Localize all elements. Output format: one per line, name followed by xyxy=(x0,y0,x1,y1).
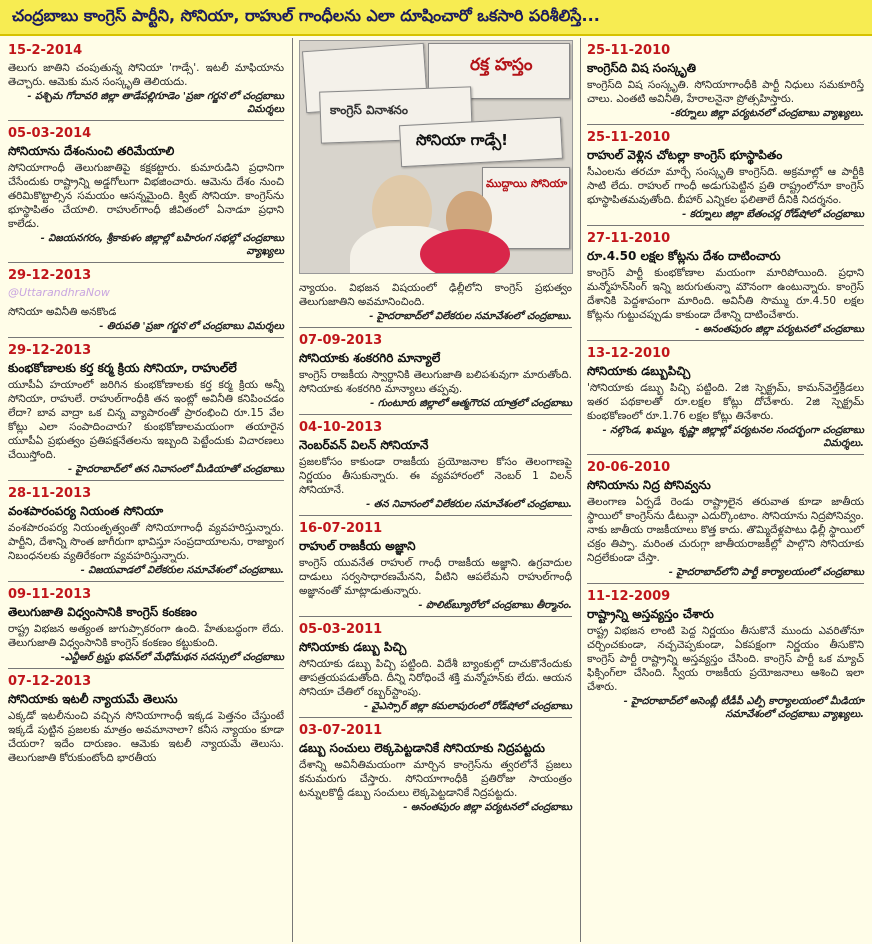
item-date: 29-12-2013 xyxy=(8,343,92,358)
item-date: 25-11-2010 xyxy=(587,130,671,145)
item-source: - హైదరాబాద్‌లోని పార్టీ కార్యాలయంలో చంద్రబాబు xyxy=(668,567,864,578)
news-item xyxy=(299,516,572,617)
item-headline: తెలుగుజాతి విధ్వంసానికి కాంగ్రెస్ కంకణం xyxy=(8,605,197,619)
item-source: - గుంటూరు జిల్లాలో ఆత్మగౌరవ యాత్రలో చంద్రబాబు xyxy=(370,398,572,409)
column-middle xyxy=(292,38,578,942)
item-headline: సోనియాను దేశంనుంచి తరిమేయాలి xyxy=(8,144,175,158)
item-headline: రాహుల్ వెళ్లిన చోటల్లా కాంగ్రెస్ భూస్థాపితం xyxy=(587,148,783,162)
item-date: 05-03-2011 xyxy=(299,622,383,637)
column-left xyxy=(2,38,290,942)
item-date: 07-09-2013 xyxy=(299,333,383,348)
news-item xyxy=(299,617,572,718)
item-date: 04-10-2013 xyxy=(299,420,383,435)
news-item xyxy=(587,125,864,226)
item-headline: సోనియాను నిద్ర పోనివ్వను xyxy=(587,478,711,492)
item-headline: సోనియాకు డబ్బుపిచ్చి xyxy=(587,364,691,378)
item-headline: డబ్బు సంచులు లెక్కపెట్టడానికే సోనియాకు నిద్రపట్టదు xyxy=(299,741,545,755)
news-item xyxy=(299,278,572,328)
item-headline: సోనియాకు ఇటలీ న్యాయమే తెలుసు xyxy=(8,692,178,706)
item-date: 09-11-2013 xyxy=(8,587,92,602)
item-body: సోనియా అవినీతి అనకొండ xyxy=(8,306,117,318)
item-body: ప్రజలకోసం కాకుండా రాజకీయ ప్రయోజనాల కోసం తెలంగాణపై నిర్ణయం తీసుకున్నారు. ఈ వ్యవహారంలో నెంబర్ 1 విలన్ సోనియానే. xyxy=(299,456,572,496)
news-item xyxy=(8,582,284,669)
item-body: సోనియాకు డబ్బు పిచ్చి పట్టింది. విదేశీ బ్యాంకుల్లో దాచుకొనేందుకు తాపత్రయపడుతోంది. దీన్ని నిరోధించే శక్తి మన్మోహన్‌కు లేదు. ఆయన సోనియా చేతిలో రబ్బర్‌స్టాంపు. xyxy=(299,658,572,698)
item-source: - హైదరాబాద్‌లో తన నివాసంలో మీడియాతో చంద్రబాబు xyxy=(68,464,284,475)
item-source: - పొలిట్‌బ్యూరోలో చంద్రబాబు తీర్మానం. xyxy=(418,600,572,611)
item-headline: రాహుల్ రాజకీయ అజ్ఞాని xyxy=(299,539,416,553)
item-body: కాంగ్రెస్ రాజకీయ స్వార్థానికి తెలుగుజాతి బలిపశువుగా మారుతోంది. సోనియాకు శంకరగిరి మాన్యాలు తప్పవు. xyxy=(299,369,572,395)
item-body: కాంగ్రెస్ యువనేత రాహుల్ గాంధీ రాజకీయ అజ్ఞాని. ఉగ్రవాదుల దాడులు సర్వసాధారణమేనని, వీటిని ఆపలేమని రాహుల్‌గాంధీ అజ్ఞానంతో మాట్లాడుతున్నారు. xyxy=(299,557,572,597)
item-body: న్యాయం. విభజన విషయంలో ఢిల్లీలోని కాంగ్రెస్ ప్రభుత్వం తెలుగుజాతిని అవమానించింది. xyxy=(299,282,572,308)
watermark-handle: @UttarandhraNow xyxy=(8,286,110,299)
item-body: ఎక్కడో ఇటలీనుంచి వచ్చిన సోనియాగాంధీ ఇక్కడ పెత్తనం చేస్తుంటే ఇక్కడే పుట్టిన ప్రజలకు మాత్రం అవమానాలా? కనీస న్యాయం కూడా చేయరా? ఇదేం దారుణం. ఆమెకు ఇటలీ న్యాయమే తెలుసు. తెలుగుజాతి కోరుకుంటోంది భారతీయ xyxy=(8,710,284,764)
item-headline: నెంబర్‌వన్ విలన్ సోనియానే xyxy=(299,438,429,452)
news-item xyxy=(587,455,864,584)
news-item xyxy=(299,718,572,818)
item-headline: సోనియాకు శంకరగిరి మాన్యాలే xyxy=(299,351,441,365)
item-date: 28-11-2013 xyxy=(8,486,92,501)
item-headline: కాంగ్రెస్‌ది విష సంస్కృతి xyxy=(587,61,696,75)
item-headline: రాష్ట్రాన్ని అస్తవ్యస్తం చేశారు xyxy=(587,607,714,621)
item-body: కాంగ్రెస్‌ది విష సంస్కృతి. సోనియాగాంధీకి పార్టీ నిధులు సమకూరిస్తే చాలు. ఎంతటి అవినీతి, హేరాలనైనా ప్రోత్సహిస్తారు. xyxy=(587,79,864,105)
item-source: - విజయనగరం, శ్రీకాకుళం జిల్లాల్లో బహిరంగ సభల్లో చంద్రబాబు వ్యాఖ్యలు xyxy=(40,233,284,257)
flower-garland xyxy=(420,229,510,274)
news-item xyxy=(587,341,864,455)
item-source: - అనంతపురం జిల్లా పర్యటనలో చంద్రబాబు xyxy=(695,324,864,335)
banner-title: చంద్రబాబు కాంగ్రెస్ పార్టీని, సోనియా, రాహుల్ గాంధీలను ఎలా దూషించారో ఒకసారి పరిశీలిస్తే... xyxy=(12,5,600,25)
item-date: 07-12-2013 xyxy=(8,674,92,689)
item-date: 29-12-2013 xyxy=(8,268,92,283)
item-body: సోనియాగాంధీ తెలుగుజాతిపై కక్షకట్టారు. కుమారుడిని ప్రధానిగా చేసేందుకు రాష్ట్రాన్ని అడ్డగోలుగా విభజించారు. ఆమెను దేశం నుంచి తరిమికొట్టాల్సిన సమయం ఆసన్నమైంది. క్విట్ సోనియా. కాంగ్రెస్‌ను భూస్థాపితం చేయాలి. రాహుల్‌గాంధీ జీవితంలో ఏనాడూ ప్రధాని కాలేడు. xyxy=(8,162,284,230)
item-body: సీఎంలను తరచూ మార్చే సంస్కృతి కాంగ్రెస్‌ది. అక్రమాల్లో ఆ పార్టీకి సాటి లేదు. రాహుల్ గాంధీ అడుగుపెట్టిన ప్రతి రాష్ట్రంలోనూ కాంగ్రెస్ భూస్థాపితమవుతోంది. బీహార్ ఎన్నికల ఫలితాలే దీనికి నిదర్శనం. xyxy=(587,166,864,206)
clip-headline: ముద్దాయి సోనియా xyxy=(486,177,568,190)
item-body: తెలంగాణ ఏర్పడే రెండు రాష్ట్రాలైన తరువాత కూడా జాతీయ స్థాయిలో కాంగ్రెస్‌ను డీటున్గా ఎదుర్కొంటాం. సోనియాను నిద్రపోనివ్వం. నాకు జాతీయ రాజకీయాలు కొత్త కాదు. తొమ్మిదేళ్లపాటు ఢిల్లీ స్థాయిలో చక్రం తిప్పా. మరింత చురుగ్గా జాతీయరాజకీల్లో పాల్గొని సోనియాకు నిద్రలేకుండా చేస్తా. xyxy=(587,496,864,564)
item-date: 20-06-2010 xyxy=(587,460,671,475)
item-source: - హైదరాబాద్‌లో విలేకరుల సమావేశంలో చంద్రబాబు. xyxy=(369,311,572,322)
item-source: - విజయవాడలో విలేకరుల సమావేశంలో చంద్రబాబు. xyxy=(80,565,284,576)
newspaper-collage-photo xyxy=(299,40,573,274)
item-body: తెలుగు జాతిని చంపుతున్న సోనియా 'గాడ్సే'. ఇటలీ మాఫియాను తెచ్చారు. ఆమెకు మన సంస్కృతి తెలియదు. xyxy=(8,62,284,88)
news-item xyxy=(8,38,284,121)
item-date: 03-07-2011 xyxy=(299,723,383,738)
item-date: 27-11-2010 xyxy=(587,231,671,246)
news-item xyxy=(8,669,284,769)
item-headline: వంశపారంపర్య నియంత సోనియా xyxy=(8,504,164,518)
item-body: దేశాన్ని అవినీతిమయంగా మార్చిన కాంగ్రెస్‌ను త్వరలోనే ప్రజలు కనుమరుగు చేస్తారు. సోనియాగాంధీకి ప్రతిరోజు సాయంత్రం టన్నులకొద్దీ డబ్బు సంచులు లెక్కపెట్టడానికే నిద్రపట్టదు. xyxy=(299,759,572,799)
item-source: -కర్నూలు జిల్లా పర్యటనలో చంద్రబాబు వ్యాఖ్యలు. xyxy=(670,108,864,119)
news-item xyxy=(587,584,864,725)
item-date: 05-03-2014 xyxy=(8,126,92,141)
item-headline: సోనియాకు డబ్బు పిచ్చి xyxy=(299,640,407,654)
news-item xyxy=(587,226,864,341)
item-date: 11-12-2009 xyxy=(587,589,671,604)
news-item xyxy=(8,338,284,481)
news-item xyxy=(8,263,284,338)
item-source: - కర్నూలు జిల్లా బేతంచర్ల రోడ్‌షోలో చంద్రబాబు xyxy=(682,209,864,220)
item-source: - హైదరాబాద్‌లో అసెంబ్లీ టీడీపీ ఎల్పీ కార్యాలయంలో మీడియా సమావేశంలో చంద్రబాబు వ్యాఖ్యలు. xyxy=(623,696,864,720)
item-source: - నల్గొండ, ఖమ్మం, కృష్ణా జిల్లాల్లో పర్యటనల సందర్భంగా చంద్రబాబు విమర్శలు. xyxy=(602,425,864,449)
news-item xyxy=(587,38,864,125)
item-source: -ఎన్టీఆర్ ట్రస్టు భవన్‌లో మేధోమథన సదస్సులో చంద్రబాబు xyxy=(60,652,284,663)
item-body: యూపీఏ హయాంలో జరిగిన కుంభకోణాలకు కర్త కర్మ క్రియ అన్నీ సోనియా, రాహులే. రాహుల్‌గాంధీకి తన ఇంట్లో అవినీతి కనిపించడం లేదా? బావ వాద్రా ఒక చిన్న వ్యాపారంతో ప్రారంభించి రూ.15 వేల కోట్లు ఎలా సంపాదించారు? కుంభకోణాలమయంగా తయారైన యూపీఏ ప్రభుత్వం ప్రతిపక్షనేతలను ఇబ్బంది పెట్టేందుకు విచారణలు చేయిస్తోంది. xyxy=(8,379,284,461)
item-source: - వైఎస్సార్ జిల్లా కమలాపురంలో రోడ్‌షోలో చంద్రబాబు xyxy=(364,701,572,712)
item-source: - తన నివాసంలో విలేకరుల సమావేశంలో చంద్రబాబు. xyxy=(366,499,572,510)
item-body: 'సోనియాకు డబ్బు పిచ్చి పట్టింది. 2జి స్పెక్ట్రమ్, కామన్‌వెల్త్‌క్రీడలు ఇతర పథకాలతో రూ.లక్షల కోట్లు దోచేశారు. 2జి స్పెక్ట్రమ్ కుంభకోణంలో రూ.1.76 లక్షల కోట్లు తినేశారు. xyxy=(587,382,864,422)
item-headline: రూ.4.50 లక్షల కోట్లను దేశం దాటించారు xyxy=(587,249,781,263)
news-item xyxy=(8,481,284,582)
item-source: - అనంతపురం జిల్లా పర్యటనలో చంద్రబాబు xyxy=(403,802,572,813)
item-date: 16-07-2011 xyxy=(299,521,383,536)
news-item xyxy=(299,415,572,516)
item-date: 13-12-2010 xyxy=(587,346,671,361)
item-date: 25-11-2010 xyxy=(587,43,671,58)
item-headline: కుంభకోణాలకు కర్త కర్మ క్రియ సోనియా, రాహుల్‌లే xyxy=(8,361,237,375)
item-date: 15-2-2014 xyxy=(8,43,83,58)
column-right xyxy=(580,38,870,942)
item-source: - పశ్చిమ గోదావరి జిల్లా తాడేపల్లిగూడెం 'ప్రజా గర్జన'లో చంద్రబాబు విమర్శలు xyxy=(27,91,284,115)
item-body: కాంగ్రెస్ పార్టీ కుంభకోణాల మయంగా మారిపోయింది. ప్రధాని మన్మోహన్‌సింగ్ ఇన్ని జరుగుతున్నా మౌనంగా ఉంటున్నారు. కాంగ్రెస్ దేశానికి పెద్దశాపంగా మారింది. అవినీతి సొమ్ము రూ.4.50 లక్షల కోట్లను గుట్టుచప్పుడు కాకుండా దేశాన్ని దాటించేశారు. xyxy=(587,267,864,321)
clip-headline: సోనియా గాడ్సే! xyxy=(416,131,508,149)
news-item xyxy=(299,328,572,415)
news-item xyxy=(8,121,284,263)
clip-headline: రక్త హస్తం xyxy=(470,55,533,75)
item-body: వంశపారంపర్య నియంతృత్వంతో సోనియాగాంధీ వ్యవహరిస్తున్నారు. పార్టీని, దేశాన్ని సొంత జాగీరుగా భావిస్తూ సంప్రదాయాలను, రాజ్యాంగ నిబంధనలకు వ్యతిరేకంగా వ్యవహరిస్తున్నారు. xyxy=(8,522,284,562)
item-source: - తిరుపతి 'ప్రజా గర్జన'లో చంద్రబాబు విమర్శలు xyxy=(99,321,284,332)
item-body: రాష్ట్ర విభజన లాంటి పెద్ద నిర్ణయం తీసుకొనే ముందు ఎవరితోనూ చర్చించకుండా, నచ్చచెప్పకుండా, ఏకపక్షంగా నిర్ణయం తీసుకొని కాంగ్రెస్ పార్టీ రాష్ట్రాన్ని అస్తవ్యస్తం చేసింది. కాంగ్రెస్ పార్టీ ఒక మ్యాచ్ ఫిక్సింగ్‌లా చేసింది. స్వీయ రాజకీయ ప్రయోజనాలు ఆశించి ఇలా చేశారు. xyxy=(587,625,864,693)
item-body: రాష్ట్ర విభజన అత్యంత జుగుప్సాకరంగా ఉంది. హేతుబద్ధంగా లేదు. తెలుగుజాతి విధ్వంసానికి కాంగ్రెస్ కంకణం కట్టుకుంది. xyxy=(8,623,284,649)
headline-banner xyxy=(0,0,872,36)
clip-headline: కాంగ్రెస్ వినాశనం xyxy=(330,103,408,117)
